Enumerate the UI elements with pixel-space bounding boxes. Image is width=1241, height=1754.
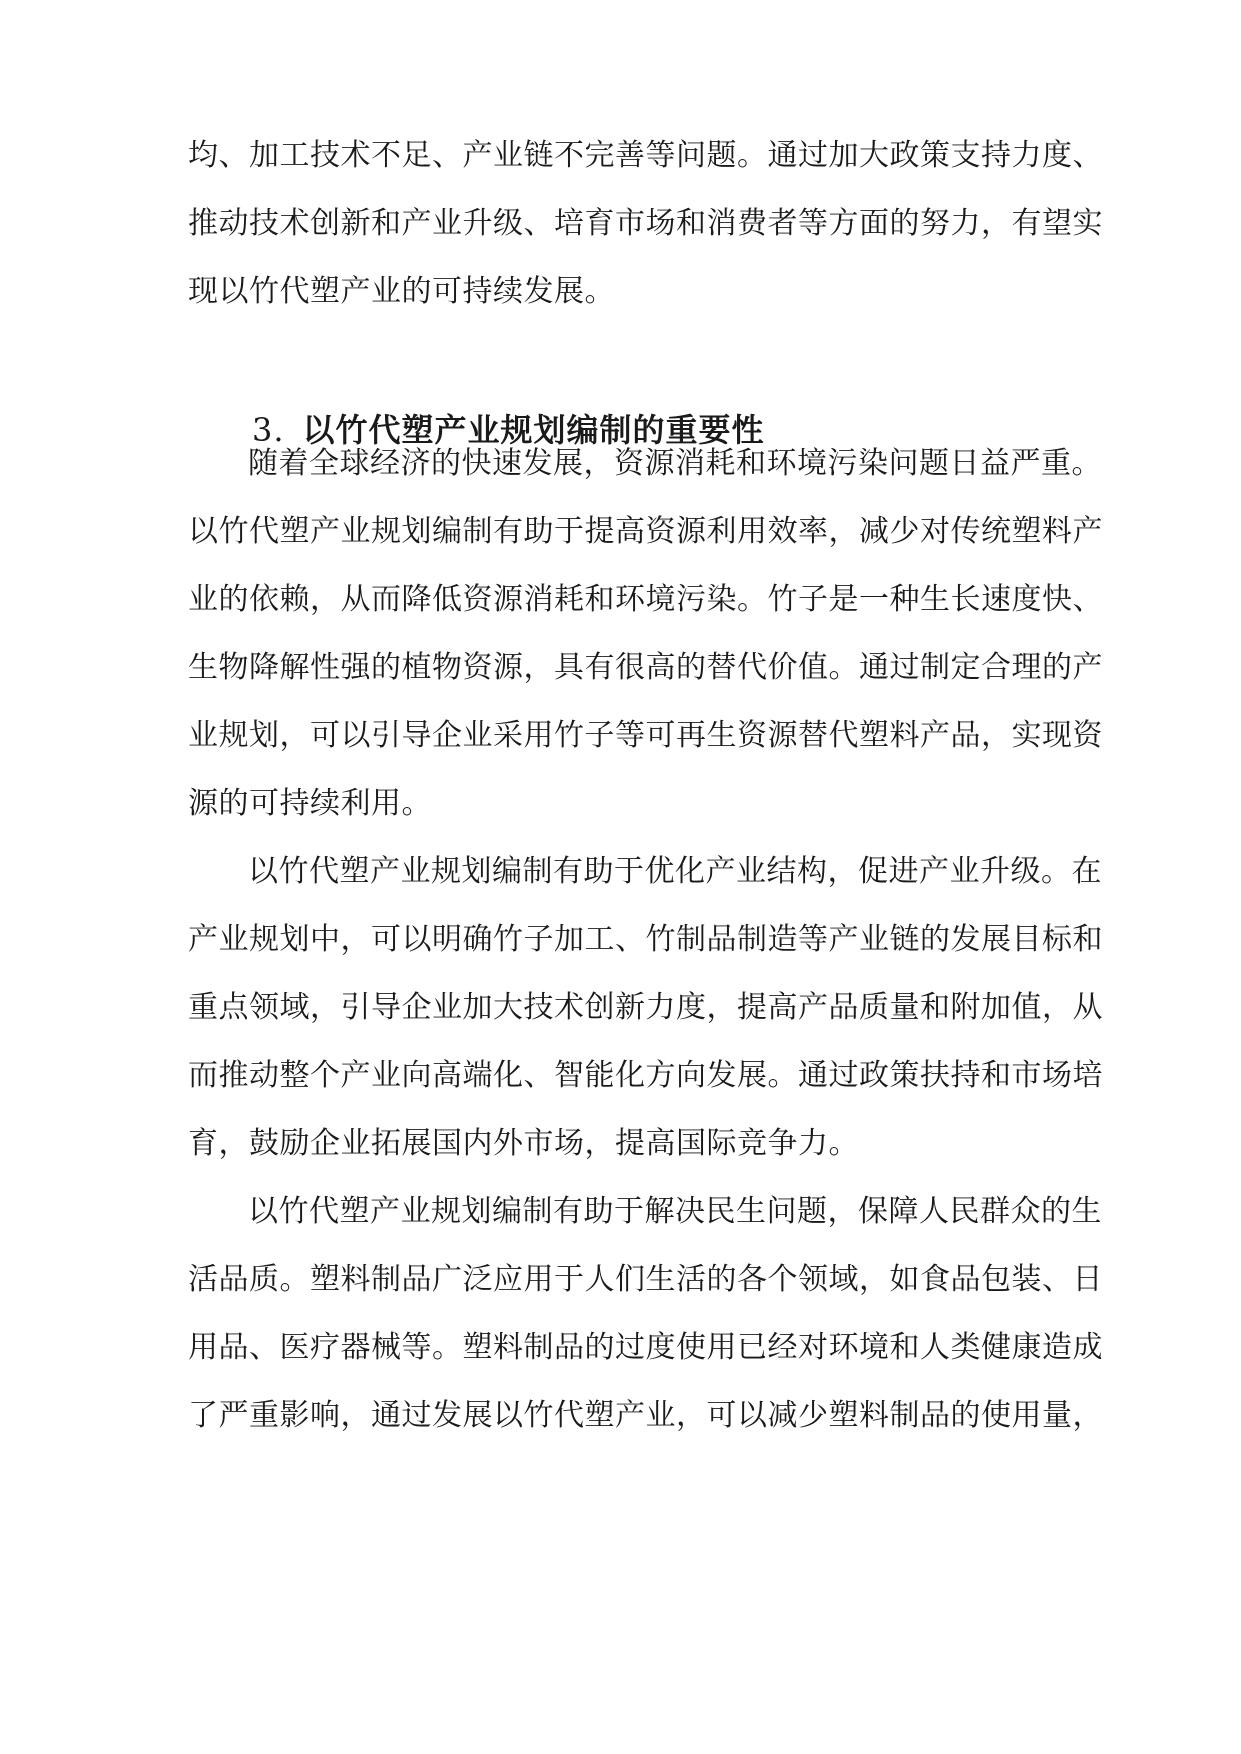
paragraph-line: 生物降解性强的植物资源，具有很高的替代价值。通过制定合理的产: [188, 650, 1103, 685]
paragraph-line: 业规划，可以引导企业采用竹子等可再生资源替代塑料产品，实现资: [188, 718, 1103, 753]
paragraph-line: 了严重影响，通过发展以竹代塑产业，可以减少塑料制品的使用量，: [188, 1398, 1103, 1433]
paragraph-line: 均、加工技术不足、产业链不完善等问题。通过加大政策支持力度、: [188, 138, 1103, 173]
paragraph-line: 源的可持续利用。: [188, 786, 432, 821]
paragraph-line: 以竹代塑产业规划编制有助于解决民生问题，保障人民群众的生: [248, 1194, 1102, 1229]
paragraph-line: 育，鼓励企业拓展国内外市场，提高国际竞争力。: [188, 1126, 859, 1161]
section-title: 以竹代塑产业规划编制的重要性: [302, 411, 765, 449]
paragraph-line: 随着全球经济的快速发展，资源消耗和环境污染问题日益严重。: [248, 446, 1102, 481]
paragraph-line: 用品、医疗器械等。塑料制品的过度使用已经对环境和人类健康造成: [188, 1330, 1103, 1365]
paragraph-line: 业的依赖，从而降低资源消耗和环境污染。竹子是一种生长速度快、: [188, 582, 1103, 617]
paragraph-line: 以竹代塑产业规划编制有助于提高资源利用效率，减少对传统塑料产: [188, 514, 1103, 549]
paragraph-line: 产业规划中，可以明确竹子加工、竹制品制造等产业链的发展目标和: [188, 922, 1103, 957]
paragraph-line: 推动技术创新和产业升级、培育市场和消费者等方面的努力，有望实: [188, 206, 1103, 241]
section-number: 3.: [252, 411, 285, 449]
paragraph-line: 以竹代塑产业规划编制有助于优化产业结构，促进产业升级。在: [248, 854, 1102, 889]
paragraph-line: 而推动整个产业向高端化、智能化方向发展。通过政策扶持和市场培: [188, 1058, 1103, 1093]
paragraph-line: 现以竹代塑产业的可持续发展。: [188, 274, 615, 309]
paragraph-line: 活品质。塑料制品广泛应用于人们生活的各个领域，如食品包装、日: [188, 1262, 1103, 1297]
paragraph-line: 重点领域，引导企业加大技术创新力度，提高产品质量和附加值，从: [188, 990, 1103, 1025]
